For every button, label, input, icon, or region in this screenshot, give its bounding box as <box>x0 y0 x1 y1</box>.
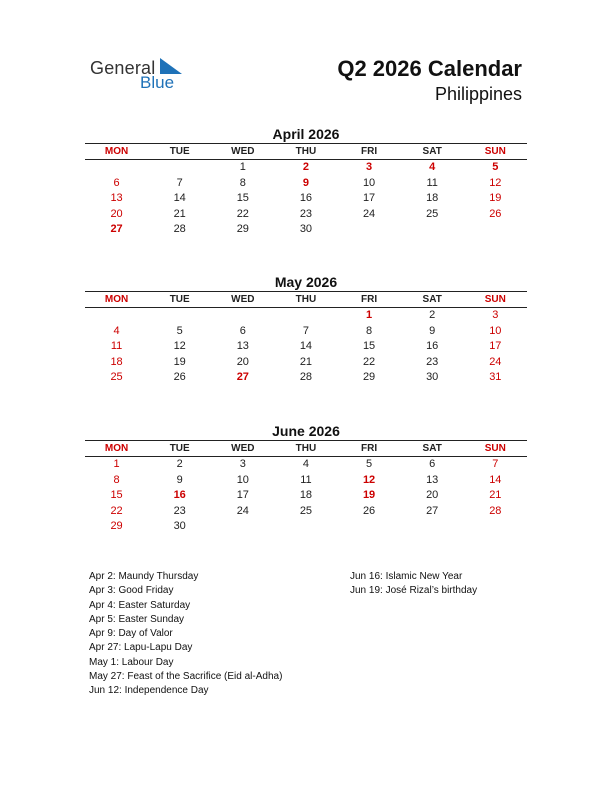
day-cell: 9 <box>176 473 183 486</box>
holiday-entry: Jun 16: Islamic New Year <box>350 571 463 582</box>
weekday-label: MON <box>104 443 129 454</box>
weekday-label: SUN <box>484 443 506 454</box>
holiday-list-right <box>350 570 477 599</box>
holiday-entry: Jun 12: Independence Day <box>89 685 209 697</box>
day-cell: 23 <box>173 504 186 517</box>
day-cell <box>401 519 464 535</box>
day-cell-holiday: 27 <box>110 223 123 235</box>
day-cell: 2 <box>429 309 436 321</box>
day-cell: 17 <box>489 340 502 352</box>
week-row <box>85 160 527 176</box>
day-cell: 7 <box>302 324 309 337</box>
day-cell: 26 <box>489 207 502 220</box>
day-cell: 4 <box>113 324 120 337</box>
day-cell: 21 <box>489 489 502 501</box>
day-cell: 26 <box>362 504 376 517</box>
day-cell: 30 <box>173 520 186 532</box>
day-cell: 14 <box>299 340 313 352</box>
month-title: May 2026 <box>274 274 338 290</box>
day-cell: 28 <box>173 223 186 235</box>
weekday-label: FRI <box>361 443 378 454</box>
weekday-label: WED <box>231 146 255 157</box>
weekday-label: MON <box>104 294 129 305</box>
day-cell: 19 <box>489 192 502 204</box>
day-cell: 17 <box>362 192 376 204</box>
day-cell: 13 <box>110 192 123 204</box>
day-cell: 31 <box>489 371 502 383</box>
day-cell-holiday: 9 <box>302 176 309 189</box>
weekday-label: TUE <box>169 294 190 305</box>
weekday-label: WED <box>231 443 255 454</box>
day-cell: 18 <box>426 192 439 204</box>
weekday-label: SUN <box>484 294 506 305</box>
day-cell <box>338 519 401 535</box>
weekday-label: THU <box>295 443 317 454</box>
day-cell: 20 <box>236 355 249 368</box>
day-cell: 22 <box>236 207 249 220</box>
day-cell: 18 <box>110 355 123 368</box>
weekday-header <box>85 291 527 308</box>
day-cell <box>85 160 148 176</box>
day-cell: 6 <box>113 176 120 189</box>
day-cell: 11 <box>426 176 438 189</box>
week-row <box>85 370 527 386</box>
weekday-label: SAT <box>422 294 442 305</box>
weekday-header <box>85 143 527 160</box>
day-cell-holiday: 4 <box>429 161 436 173</box>
weekday-label: WED <box>231 294 255 305</box>
holiday-entry: Apr 9: Day of Valor <box>89 628 173 640</box>
day-cell: 11 <box>300 473 312 486</box>
page-title: Q2 2026 Calendar <box>337 56 522 81</box>
week-row <box>85 504 527 520</box>
day-cell-holiday: 5 <box>492 161 499 173</box>
day-cell: 25 <box>110 371 123 383</box>
holiday-entry: Apr 27: Lapu-Lapu Day <box>89 642 193 654</box>
day-cell: 14 <box>489 473 502 486</box>
weekday-label: THU <box>295 294 317 305</box>
logo <box>90 56 200 96</box>
day-cell <box>338 222 401 238</box>
day-cell: 29 <box>362 371 376 383</box>
day-cell: 30 <box>426 371 439 383</box>
day-cell-holiday: 3 <box>366 161 373 173</box>
weekday-label: MON <box>104 146 129 157</box>
holiday-entry: May 1: Labour Day <box>89 656 174 668</box>
day-cell <box>211 308 274 324</box>
day-cell: 10 <box>236 473 249 486</box>
week-row <box>85 355 527 371</box>
day-cell: 30 <box>299 223 313 235</box>
holiday-list-left <box>89 570 282 699</box>
day-cell: 11 <box>110 340 123 352</box>
day-cell: 25 <box>299 504 313 517</box>
day-cell: 5 <box>366 458 373 470</box>
day-cell: 15 <box>110 489 123 501</box>
day-cell: 16 <box>299 192 313 204</box>
day-cell: 16 <box>426 340 439 352</box>
day-cell <box>148 308 211 324</box>
day-cell: 3 <box>492 309 499 321</box>
day-cell-holiday: 2 <box>302 161 309 173</box>
day-cell: 29 <box>110 520 123 532</box>
day-cell: 18 <box>299 489 313 501</box>
weekday-label: FRI <box>361 294 378 305</box>
day-cell: 21 <box>299 355 313 368</box>
day-cell-holiday: 12 <box>362 473 376 486</box>
day-cell: 10 <box>362 176 376 189</box>
week-row <box>85 324 527 340</box>
day-cell: 13 <box>236 340 249 352</box>
weekday-label: FRI <box>361 146 378 157</box>
day-cell: 28 <box>489 504 502 517</box>
day-cell <box>274 519 337 535</box>
week-row <box>85 473 527 489</box>
day-cell: 21 <box>173 207 186 220</box>
day-cell <box>274 308 337 324</box>
day-cell-holiday: 16 <box>173 489 186 501</box>
month-april <box>85 125 527 238</box>
holiday-entry: Apr 3: Good Friday <box>89 585 174 597</box>
day-cell: 8 <box>239 176 246 189</box>
week-row <box>85 457 527 473</box>
logo-general-text: General <box>90 58 156 78</box>
day-cell: 14 <box>173 192 186 204</box>
day-cell: 22 <box>362 355 376 368</box>
day-cell: 20 <box>426 489 439 501</box>
day-cell: 8 <box>113 473 120 486</box>
holiday-entry: Apr 2: Maundy Thursday <box>89 571 199 582</box>
week-row <box>85 308 527 324</box>
weekday-label: SUN <box>484 146 506 157</box>
day-cell: 19 <box>173 355 186 368</box>
day-cell: 25 <box>426 207 439 220</box>
day-cell: 9 <box>429 324 436 337</box>
week-row <box>85 191 527 207</box>
logo-triangle-icon <box>160 58 182 74</box>
day-cell: 22 <box>110 504 123 517</box>
day-cell: 12 <box>489 176 502 189</box>
holiday-entry: May 27: Feast of the Sacrifice (Eid al-Adha) <box>89 671 283 683</box>
weekday-label: TUE <box>169 443 190 454</box>
day-cell: 7 <box>492 458 499 470</box>
day-cell: 15 <box>236 192 249 204</box>
day-cell <box>464 519 527 535</box>
weekday-label: THU <box>295 146 317 157</box>
month-may <box>85 273 527 386</box>
week-row <box>85 488 527 504</box>
day-cell: 3 <box>239 458 246 470</box>
day-cell <box>148 160 211 176</box>
day-cell: 4 <box>302 458 309 470</box>
holiday-entry: Apr 5: Easter Sunday <box>89 613 185 625</box>
day-cell: 10 <box>489 324 502 337</box>
month-title: April 2026 <box>272 126 340 142</box>
day-cell-holiday: 19 <box>362 489 376 501</box>
day-cell: 26 <box>173 371 186 383</box>
day-cell: 13 <box>426 473 439 486</box>
day-cell-holiday: 1 <box>366 309 373 321</box>
day-cell: 23 <box>426 355 439 368</box>
holiday-entry: Apr 4: Easter Saturday <box>89 599 191 611</box>
day-cell: 12 <box>173 340 186 352</box>
day-cell: 1 <box>239 161 246 173</box>
day-cell: 1 <box>113 458 120 470</box>
week-row <box>85 519 527 535</box>
country-name: Philippines <box>434 84 522 104</box>
day-cell <box>464 222 527 238</box>
weekday-label: SAT <box>422 146 442 157</box>
day-cell: 15 <box>362 340 376 352</box>
day-cell: 8 <box>366 324 373 337</box>
day-cell <box>85 308 148 324</box>
day-cell <box>211 519 274 535</box>
weekday-header <box>85 440 527 457</box>
day-cell: 24 <box>489 355 502 368</box>
week-row <box>85 222 527 238</box>
day-cell <box>401 222 464 238</box>
day-cell: 28 <box>299 371 313 383</box>
week-row <box>85 207 527 223</box>
day-cell: 20 <box>110 207 123 220</box>
month-june <box>85 422 527 535</box>
day-cell: 5 <box>176 324 183 337</box>
day-cell: 6 <box>429 458 436 470</box>
week-row <box>85 339 527 355</box>
day-cell: 17 <box>236 489 249 501</box>
day-cell: 27 <box>426 504 439 517</box>
month-title: June 2026 <box>272 423 340 439</box>
week-row <box>85 176 527 192</box>
day-cell: 7 <box>176 176 183 189</box>
day-cell: 6 <box>239 324 246 337</box>
day-cell: 24 <box>362 207 376 220</box>
weekday-label: TUE <box>169 146 190 157</box>
day-cell-holiday: 27 <box>236 371 249 383</box>
logo-blue-text: Blue <box>140 73 175 92</box>
day-cell: 23 <box>299 207 313 220</box>
day-cell: 29 <box>236 223 249 235</box>
holiday-entry: Jun 19: José Rizal’s birthday <box>350 585 478 597</box>
weekday-label: SAT <box>422 443 442 454</box>
day-cell: 2 <box>176 458 183 470</box>
day-cell: 24 <box>236 504 249 517</box>
